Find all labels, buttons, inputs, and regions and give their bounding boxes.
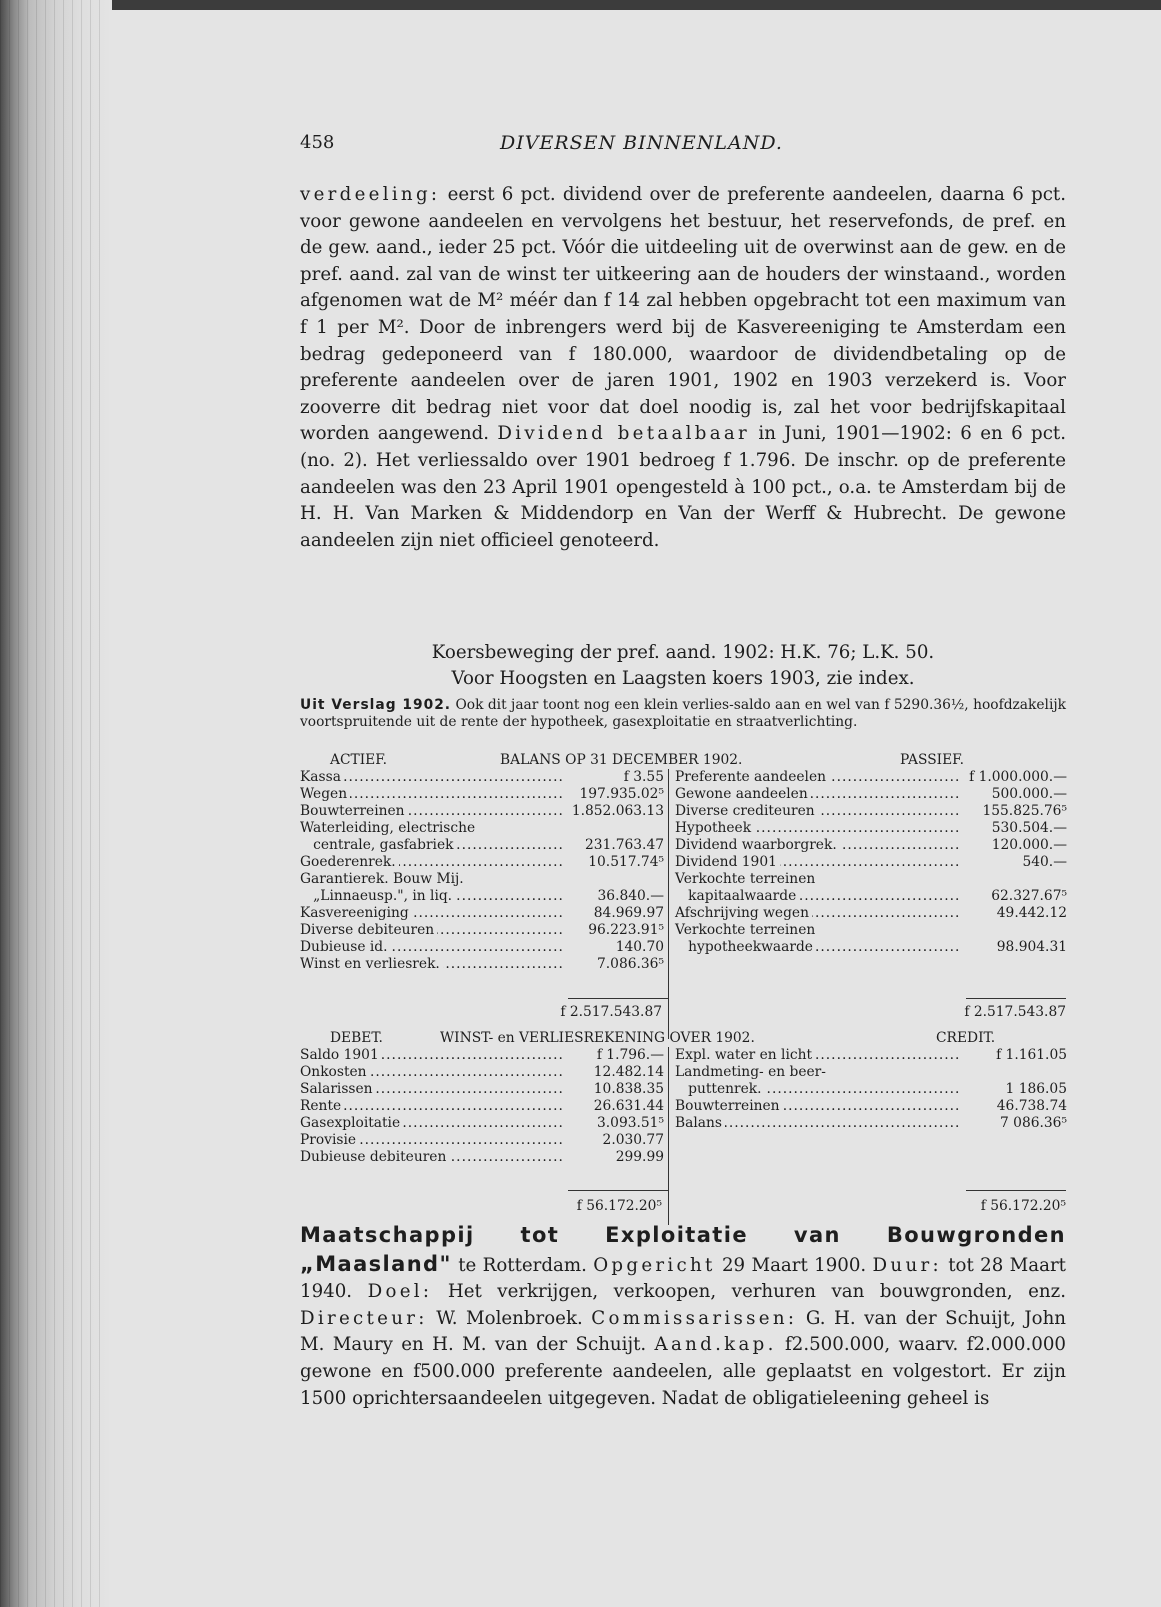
- actief-value: 36.840.—: [597, 888, 664, 904]
- actief-label: Kasvereeniging: [300, 905, 412, 922]
- passief-label: Hypotheek: [675, 820, 754, 837]
- actief-row: [300, 922, 670, 939]
- debet-value: 3.093.51⁵: [597, 1115, 664, 1131]
- credit-label: Landmeting- en beer-: [675, 1064, 829, 1081]
- val-aandkap: f2.500.000, waarv. f2.000.000 gewone en f500.000 preferente aandeelen, alle geplaatst en volgestort. Er zijn 1500 oprichtersaandeelen uitgegeven. Nadat de obligatieleening geheel is: [300, 1334, 1066, 1409]
- actief-row: [300, 956, 670, 973]
- passief-value: 155.825.76⁵: [982, 803, 1067, 819]
- passief-label: Verkochte terreinen: [675, 871, 818, 888]
- actief-list: [300, 769, 670, 973]
- passief-label: Verkochte terreinen: [675, 922, 818, 939]
- verslag-body: Ook dit jaar toont nog een klein verlies-saldo aan en wel van f 5290.36½, hoofdzakelijk voortspruitende uit de rente der hypotheek, gasexploitatie en straatverlichting.: [300, 697, 1067, 730]
- debet-label: Saldo 1901: [300, 1047, 382, 1064]
- credit-heading: CREDIT.: [936, 1030, 996, 1046]
- passief-value: 120.000.—: [991, 837, 1067, 853]
- credit-row: [669, 1064, 1067, 1081]
- actief-value: 231.763.47: [585, 837, 664, 853]
- koers-line-2: Voor Hoogsten en Laagsten koers 1903, zie index.: [451, 668, 915, 689]
- debet-row: [300, 1132, 670, 1149]
- actief-label: Dubieuse id.: [300, 939, 391, 956]
- actief-label: Waterleiding, electrische: [300, 820, 478, 837]
- page-edge-lines: [0, 0, 100, 1607]
- actief-label: Wegen: [300, 786, 350, 803]
- debet-label: Salarissen: [300, 1081, 376, 1098]
- actief-value: 1.852.063.13: [571, 803, 664, 819]
- credit-value: 7 086.36⁵: [1000, 1115, 1067, 1131]
- debet-row: [300, 1047, 670, 1064]
- debet-total: f 56.172.20⁵: [576, 1198, 662, 1214]
- page-header: [300, 132, 1066, 156]
- actief-value: 96.223.91⁵: [588, 922, 664, 938]
- passief-label: Dividend waarborgrek.: [675, 837, 840, 854]
- actief-label: Garantierek. Bouw Mij.: [300, 871, 467, 888]
- passief-row: [669, 803, 1067, 820]
- actief-label: Kassa: [300, 769, 344, 786]
- para1-body2: in Juni, 1901—1902: 6 en 6 pct. (no. 2). Het verliessaldo over 1901 bedroeg f 1.796. De inschr. op de preferente aandeelen was den 23 April 1901 opengesteld à 100 pct., o.a. te Amsterdam bij de H. H. Van Marken & Middendorp en Van der Werff & Hubrecht. De gewone aandeelen zijn niet officieel genoteerd.: [300, 423, 1066, 551]
- passief-row: [669, 888, 1067, 905]
- passief-row: [669, 922, 1067, 939]
- passief-label: kapitaalwaarde: [675, 888, 799, 905]
- debet-list: [300, 1047, 670, 1166]
- passief-row: [669, 820, 1067, 837]
- actief-heading: ACTIEF.: [330, 752, 388, 768]
- credit-value: f 1.161.05: [996, 1047, 1067, 1063]
- debet-total-rule: [568, 1190, 668, 1191]
- passief-value: 62.327.67⁵: [991, 888, 1067, 904]
- actief-total-rule: [568, 998, 668, 999]
- lead-dividend: Dividend betaalbaar: [497, 423, 750, 445]
- debet-row: [300, 1149, 670, 1166]
- credit-label: Balans: [675, 1115, 725, 1132]
- balans-title: BALANS OP 31 DECEMBER 1902.: [500, 752, 743, 768]
- debet-value: 10.838.35: [593, 1081, 664, 1097]
- actief-label: „Linnaeusp.", in liq.: [300, 888, 455, 905]
- passief-value: f 1.000.000.—: [969, 769, 1067, 785]
- actief-label: Bouwterreinen: [300, 803, 408, 820]
- key-doel: Doel:: [367, 1281, 433, 1303]
- key-duur: Duur:: [872, 1254, 942, 1276]
- running-title: DIVERSEN BINNENLAND.: [500, 132, 783, 154]
- passief-label: Dividend 1901: [675, 854, 780, 871]
- val-opgericht: 29 Maart 1900.: [721, 1254, 867, 1276]
- actief-value: 7.086.36⁵: [597, 956, 664, 972]
- debet-value: 2.030.77: [602, 1132, 664, 1148]
- passief-label: Gewone aandeelen: [675, 786, 811, 803]
- debet-row: [300, 1081, 670, 1098]
- actief-row: [300, 803, 670, 820]
- actief-value: 10.517.74⁵: [588, 854, 664, 870]
- debet-row: [300, 1115, 670, 1132]
- verslag-lead: Uit Verslag 1902.: [300, 697, 452, 713]
- passief-row: [669, 871, 1067, 888]
- actief-label: Goederenrek.: [300, 854, 399, 871]
- passief-row: [669, 837, 1067, 854]
- maasland-title: Maatschappij tot Exploitatie van Bouwgronden: [300, 1223, 1066, 1247]
- val-duur: tot 28 Maart 1940.: [300, 1254, 1066, 1303]
- credit-row: [669, 1115, 1067, 1132]
- passief-heading: PASSIEF.: [900, 752, 964, 768]
- passief-value: 49.442.12: [996, 905, 1067, 921]
- debet-value: 12.482.14: [593, 1064, 664, 1080]
- passief-label: Diverse crediteuren: [675, 803, 818, 820]
- actief-row: [300, 786, 670, 803]
- credit-value: 46.738.74: [996, 1098, 1067, 1114]
- actief-row: [300, 939, 670, 956]
- key-opgericht: Opgericht: [593, 1254, 716, 1276]
- actief-row: [300, 905, 670, 922]
- val-directeur: W. Molenbroek.: [436, 1307, 583, 1329]
- actief-row: [300, 854, 670, 871]
- credit-label: puttenrek.: [675, 1081, 765, 1098]
- maasland-intro: te Rotterdam.: [458, 1254, 587, 1276]
- debet-row: [300, 1064, 670, 1081]
- maasland-section: [300, 1222, 1066, 1412]
- actief-value: 197.935.02⁵: [579, 786, 664, 802]
- paragraph-verdeeling: [300, 182, 1066, 554]
- credit-row: [669, 1081, 1067, 1098]
- passief-label: hypotheekwaarde: [675, 939, 816, 956]
- maasland-name: „Maasland": [300, 1251, 452, 1276]
- actief-value: f 3.55: [623, 769, 664, 785]
- scan-top-border: [0, 0, 1161, 10]
- debet-value: f 1.796.—: [596, 1047, 664, 1063]
- para1-body: eerst 6 pct. dividend over de preferente aandeelen, daarna 6 pct. voor gewone aandeelen en vervolgens het bestuur, het reservefonds, de pref. en de gew. aand., ieder 25 pct. Vóór die uitdeeling uit de overwinst aan de gew. en de pref. aand. zal van de winst ter uitkeering aan de houders der winstaand., worden afgenomen wat de M² méér dan f 14 zal hebben opgebracht tot een maximum van f 1 per M². Door de inbrengers werd bij de Kasvereeniging te Amsterdam een bedrag gedeponeerd van f 180.000, waardoor de dividendbetaling op de preferente aandeelen over de jaren 1901, 1902 en 1903 verzekerd is. Voor zooverre dit bedrag niet voor dat doel noodig is, zal het voor bedrijfskapitaal worden aangewend.: [300, 184, 1066, 445]
- passief-row: [669, 786, 1067, 803]
- actief-row: [300, 837, 670, 854]
- passief-total: f 2.517.543.87: [964, 1004, 1066, 1020]
- winst-header: [300, 1030, 1066, 1047]
- key-directeur: Directeur:: [300, 1307, 428, 1329]
- debet-label: Rente: [300, 1098, 344, 1115]
- passief-label: Afschrijving wegen: [675, 905, 812, 922]
- passief-value: 500.000.—: [991, 786, 1067, 802]
- actief-label: centrale, gasfabriek: [300, 837, 456, 854]
- actief-row: [300, 871, 670, 888]
- actief-row: [300, 769, 670, 786]
- actief-label: Diverse debiteuren: [300, 922, 437, 939]
- verslag-paragraph: [300, 697, 1066, 731]
- debet-label: Gasexploitatie: [300, 1115, 403, 1132]
- passief-value: 540.—: [1022, 854, 1067, 870]
- lead-verdeeling: verdeeling:: [300, 184, 441, 205]
- debet-value: 299.99: [615, 1149, 664, 1165]
- key-commissarissen: Commissarissen:: [591, 1307, 798, 1329]
- credit-label: Expl. water en licht: [675, 1047, 815, 1064]
- actief-value: 140.70: [615, 939, 664, 955]
- credit-value: 1 186.05: [1005, 1081, 1067, 1097]
- debet-value: 26.631.44: [593, 1098, 664, 1114]
- credit-total: f 56.172.20⁵: [980, 1198, 1066, 1214]
- actief-value: 84.969.97: [593, 905, 664, 921]
- actief-label: Winst en verliesrek.: [300, 956, 443, 973]
- debet-label: Dubieuse debiteuren: [300, 1149, 449, 1166]
- val-commissarissen: G. H. van der Schuijt, John M. Maury en H. M. van der Schuijt.: [300, 1307, 1066, 1356]
- passief-total-rule: [966, 998, 1066, 999]
- passief-label: Preferente aandeelen: [675, 769, 829, 786]
- actief-total: f 2.517.543.87: [560, 1004, 662, 1020]
- balans-header: [300, 752, 1066, 769]
- actief-row: [300, 820, 670, 837]
- credit-label: Bouwterreinen: [675, 1098, 783, 1115]
- passief-row: [669, 905, 1067, 922]
- debet-label: Provisie: [300, 1132, 359, 1149]
- debet-row: [300, 1098, 670, 1115]
- val-doel: Het verkrijgen, verkoopen, verhuren van bouwgronden, enz.: [447, 1281, 1066, 1303]
- actief-row: [300, 888, 670, 905]
- key-aandkap: Aand.kap.: [654, 1334, 777, 1356]
- koers-line-1: Koersbeweging der pref. aand. 1902: H.K. 76; L.K. 50.: [431, 642, 935, 663]
- winst-title: WINST- en VERLIESREKENING OVER 1902.: [440, 1030, 755, 1046]
- passief-row: [669, 769, 1067, 786]
- credit-row: [669, 1047, 1067, 1064]
- passief-row: [669, 939, 1067, 956]
- debet-label: Onkosten: [300, 1064, 370, 1081]
- passief-value: 530.504.—: [991, 820, 1067, 836]
- passief-value: 98.904.31: [996, 939, 1067, 955]
- debet-heading: DEBET.: [330, 1030, 383, 1046]
- credit-row: [669, 1098, 1067, 1115]
- credit-total-rule: [966, 1190, 1066, 1191]
- passief-row: [669, 854, 1067, 871]
- page-number: 458: [300, 132, 335, 153]
